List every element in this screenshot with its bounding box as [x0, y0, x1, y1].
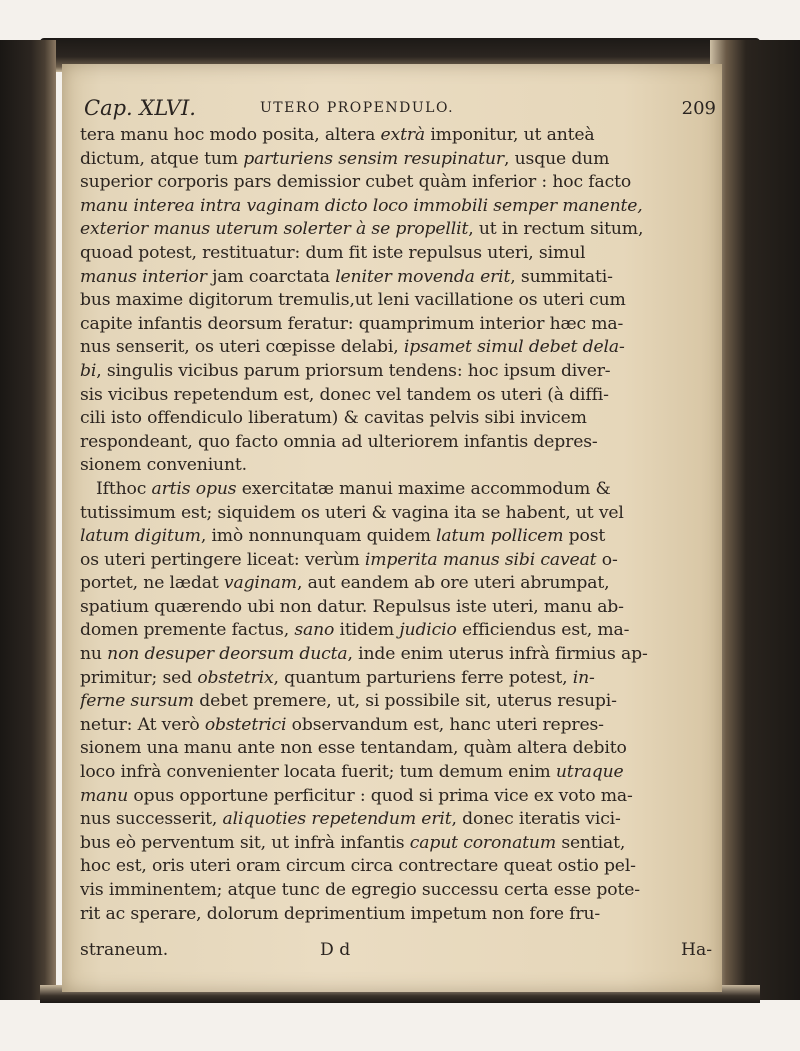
text-line: bi, singulis vicibus parum priorsum tendens: hoc ipsum diver-	[80, 360, 611, 381]
text-line: ferne sursum debet premere, ut, si possibile sit, uterus resupi-	[80, 691, 617, 712]
text-line: nus successerit, aliquoties repetendum erit, donec iteratis vici-	[80, 809, 621, 830]
text-line: bus maxime digitorum tremulis,ut leni vacillatione os uteri cum	[80, 290, 626, 311]
text-line: quoad potest, restituatur: dum fit iste repulsus uteri, simul	[80, 242, 586, 263]
book-edge-right	[710, 40, 800, 1000]
body-text	[80, 124, 720, 926]
last-line: straneum.	[80, 940, 169, 960]
page-number: 209	[681, 98, 716, 119]
text-line: sis vicibus repetendum est, donec vel tandem os uteri (à diffi-	[80, 384, 609, 405]
text-line: exterior manus uterum solerter à se propellit, ut in rectum situm,	[80, 219, 644, 240]
text-line: superior corporis pars demissior cubet quàm inferior : hoc facto	[80, 172, 632, 193]
text-line: cili isto offendiculo liberatum) & cavitas pelvis sibi invicem	[80, 408, 587, 429]
text-line: nu non desuper deorsum ducta, inde enim uterus infrà firmius ap-	[80, 644, 648, 665]
running-head	[84, 96, 716, 124]
text-line: spatium quærendo ubi non datur. Repulsus iste uteri, manu ab-	[80, 596, 624, 617]
text-line: netur: At verò obstetrici observandum est, hanc uteri repres-	[80, 714, 604, 735]
text-line: latum digitum, imò nonnunquam quidem latum pollicem post	[80, 526, 606, 547]
text-line: manu opus opportune perficitur : quod si prima vice ex voto ma-	[80, 785, 633, 806]
text-line: hoc est, oris uteri oram circum circa contrectare queat ostio pel-	[80, 856, 636, 877]
text-line: bus eò perventum sit, ut infrà infantis caput coronatum sentiat,	[80, 832, 626, 853]
text-line: tutissimum est; siquidem os uteri & vagina ita se habent, ut vel	[80, 502, 624, 523]
text-line: os uteri pertingere liceat: verùm imperita manus sibi caveat o-	[80, 549, 618, 570]
signature-mark: D d	[320, 940, 351, 960]
text-line: sionem conveniunt.	[80, 455, 247, 476]
text-line: portet, ne lædat vaginam, aut eandem ab ore uteri abrumpat,	[80, 573, 610, 594]
text-line: sionem una manu ante non esse tentandam, quàm altera debito	[80, 738, 627, 759]
text-line: respondeant, quo facto omnia ad ulteriorem infantis depres-	[80, 431, 598, 452]
text-line: loco infrà convenienter locata fuerit; tum demum enim utraque	[80, 762, 624, 783]
text-line: capite infantis deorsum feratur: quamprimum interior hæc ma-	[80, 313, 624, 334]
text-line: nus senserit, os uteri cœpisse delabi, ipsamet simul debet dela-	[80, 337, 625, 358]
text-line: manus interior jam coarctata leniter movenda erit, summitati-	[80, 266, 613, 287]
chapter-label: Cap. XLVI.	[84, 96, 196, 120]
text-line: vis imminentem; atque tunc de egregio successu certa esse pote-	[80, 880, 640, 900]
catchword: Ha-	[680, 940, 712, 960]
text-line: manu interea intra vaginam dicto loco immobili semper manente,	[80, 195, 643, 216]
text-line: Ifthoc artis opus exercitatæ manui maxime accommodum &	[96, 478, 611, 499]
book-edge-left	[0, 40, 56, 1000]
text-line: tera manu hoc modo posita, altera extrà imponitur, ut anteà	[80, 125, 595, 145]
text-line: primitur; sed obstetrix, quantum parturiens ferre potest, in-	[80, 667, 595, 688]
running-title: UTERO PROPENDULO.	[260, 100, 455, 116]
page-footer	[80, 940, 712, 964]
text-line: rit ac sperare, dolorum deprimentium impetum non fore fru-	[80, 903, 601, 924]
text-line: domen premente factus, sano itidem judicio efficiendus est, ma-	[80, 620, 630, 641]
text-line: dictum, atque tum parturiens sensim resupinatur, usque dum	[80, 148, 610, 169]
